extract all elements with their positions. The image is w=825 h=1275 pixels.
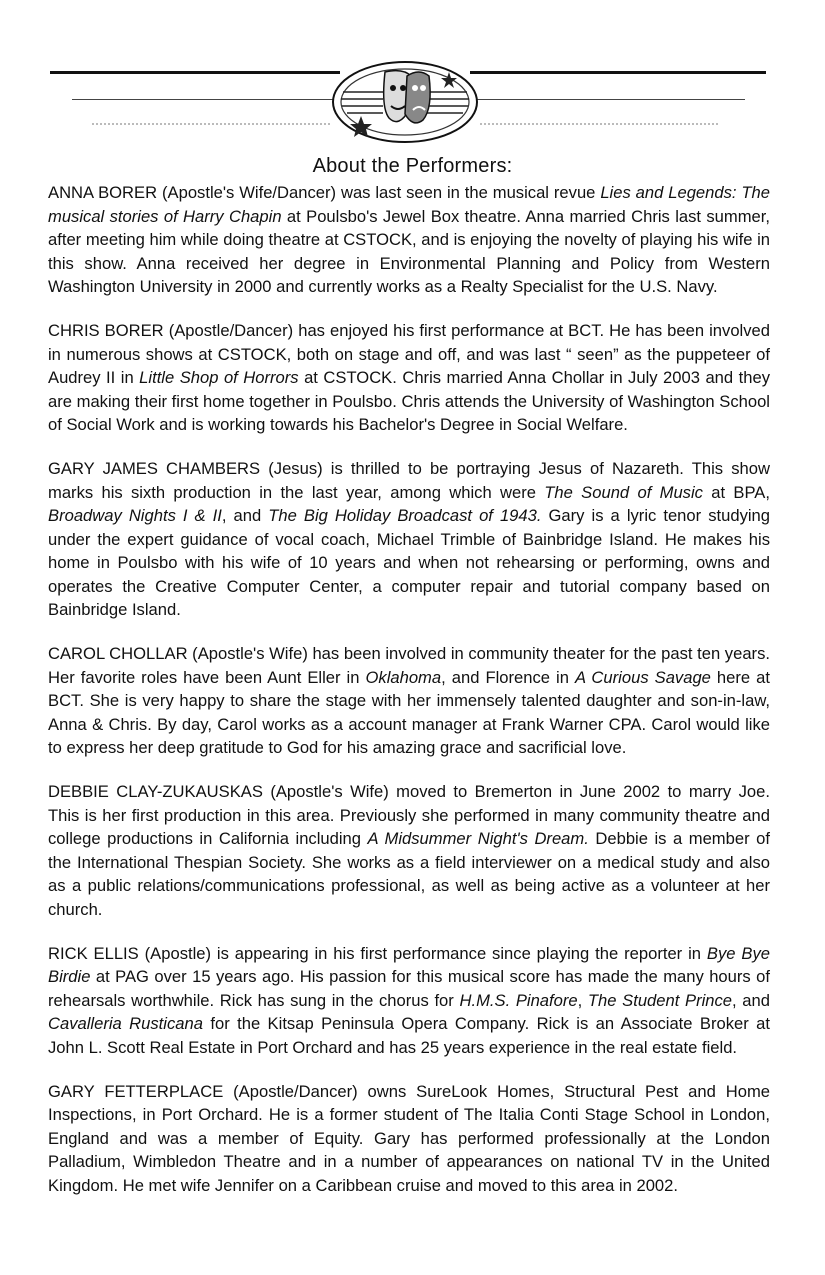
production-title: The Sound of Music bbox=[544, 482, 703, 502]
bio-text: (Apostle/Dancer) owns SureLook Homes, Structural Pest and Home Inspections, in Port Orchard. He is a former student of The Italia Conti Stage School in London, England and was a member of Equity. Gary has performed professionally at the London Palladium, Wimbledon Theatre and in a number of appearances on national TV in the United Kingdom. He met wife Jennifer on a Caribbean cruise and moved to this area in 2002. bbox=[48, 1081, 770, 1195]
bio-text: (Apostle's Wife) has been involved in community theater for the past ten years. Her favorite roles have been Aunt Eller in bbox=[48, 644, 770, 687]
performer-bio bbox=[48, 942, 770, 1060]
bio-text: at Poulsbo's Jewel Box theatre. Anna married Chris last summer, after meeting him while doing theatre at CSTOCK, and is enjoying the novelty of playing his wife in this show. Anna received her degree in Environmental Planning and Policy from Western Washington University in 2000 and currently works as a Realty Specialist for the U.S. Navy. bbox=[48, 206, 770, 296]
production-title: The Student Prince bbox=[587, 990, 733, 1010]
bio-text: Debbie is a member of the International Thespian Society. She works as a field interviewer on a medical study and also as a public relations/communications professional, as well as being active as a volunteer at her church. bbox=[48, 829, 770, 919]
production-title: H.M.S. Pinafore bbox=[459, 990, 578, 1010]
theatre-masks-emblem-icon bbox=[0, 52, 825, 152]
performer-name: DEBBIE CLAY-ZUKAUSKAS bbox=[48, 782, 263, 801]
performer-name: CHRIS BORER bbox=[48, 321, 164, 340]
performer-name: GARY JAMES CHAMBERS bbox=[48, 459, 261, 478]
production-title: A Midsummer Night's Dream. bbox=[367, 829, 589, 848]
production-title: The Big Holiday Broadcast of 1943. bbox=[268, 506, 542, 525]
performer-name: ANNA BORER bbox=[48, 183, 158, 202]
bio-text: at BPA, bbox=[702, 482, 770, 502]
bio-text: (Apostle's Wife/Dancer) was last seen in the musical revue bbox=[157, 183, 601, 202]
bio-text: at CSTOCK. Chris married Anna Chollar in July 2003 and they are making their first home together in Poulsbo. Chris attends the University of Washington School of Social Work and is working towards his Bachelor's Degree in Social Welfare. bbox=[48, 368, 770, 434]
performer-name: RICK ELLIS bbox=[48, 943, 139, 963]
production-title: Bye Bye Birdie bbox=[48, 943, 770, 986]
performer-bio bbox=[48, 642, 770, 760]
bio-text: Gary is a lyric tenor studying under the expert guidance of vocal coach, Michael Trimble of Bainbridge Island. He makes his home in Poulsbo with his wife of 10 years and when not rehearsing or performing, owns and operates the Creative Computer Center, a computer repair and tutorial company based on Bainbridge Island. bbox=[48, 506, 771, 619]
bio-text: (Jesus) is thrilled to be portraying Jesus of Nazareth. This show marks his sixth production in the last year, among which were bbox=[48, 459, 770, 502]
bio-text: , and Florence in bbox=[441, 667, 575, 687]
performer-name: CAROL CHOLLAR bbox=[48, 644, 188, 663]
production-title: Broadway Nights I & II bbox=[48, 506, 222, 525]
performer-bio bbox=[48, 457, 770, 622]
bio-text: at PAG over 15 years ago. His passion for this musical score has made the many hours of rehearsals worthwhile. Rick has sung in the chorus for bbox=[48, 967, 770, 1010]
bio-text: for the Kitsap Peninsula Opera Company. Rick is an Associate Broker at John L. Scott Real Estate in Port Orchard and has 25 years experience in the real estate field. bbox=[48, 1014, 770, 1057]
performer-bio bbox=[48, 1080, 770, 1198]
bio-text: (Apostle) is appearing in his first performance since playing the reporter in bbox=[138, 943, 707, 963]
production-title: Little Shop of Horrors bbox=[139, 368, 299, 387]
bio-text: (Apostle's Wife) moved to Bremerton in June 2002 to marry Joe. This is her first production in this area. Previously she performed in many community theatre and college productions in California including bbox=[48, 782, 770, 848]
bio-text: , bbox=[577, 990, 588, 1010]
header-ornament bbox=[0, 52, 825, 152]
page-title: About the Performers: bbox=[312, 155, 513, 177]
production-title: Lies and Legends: The musical stories of Harry Chapin bbox=[48, 183, 771, 226]
performer-bio bbox=[48, 181, 770, 299]
bio-text: here at BCT. She is very happy to share the stage with her immensely talented daughter and son-in-law, Anna & Chris. By day, Carol works as a account manager at Frank Warner CPA. Carol would like to express her deep gratitude to God for his amazing grace and sacrificial love. bbox=[48, 667, 771, 757]
production-title: Oklahoma bbox=[365, 667, 442, 687]
production-title: A Curious Savage bbox=[574, 667, 711, 687]
performer-bio bbox=[48, 780, 770, 921]
bio-text: (Apostle/Dancer) has enjoyed his first performance at BCT. He has been involved in numerous shows at CSTOCK, both on stage and off, and was last “ seen” as the puppeteer of Audrey II in bbox=[48, 321, 770, 387]
performer-name: GARY FETTERPLACE bbox=[48, 1081, 224, 1101]
bio-text: , and bbox=[732, 990, 770, 1010]
production-title: Cavalleria Rusticana bbox=[48, 1014, 203, 1033]
performer-bios bbox=[48, 181, 770, 1218]
bio-text: , and bbox=[221, 506, 269, 525]
performer-bio bbox=[48, 319, 770, 437]
